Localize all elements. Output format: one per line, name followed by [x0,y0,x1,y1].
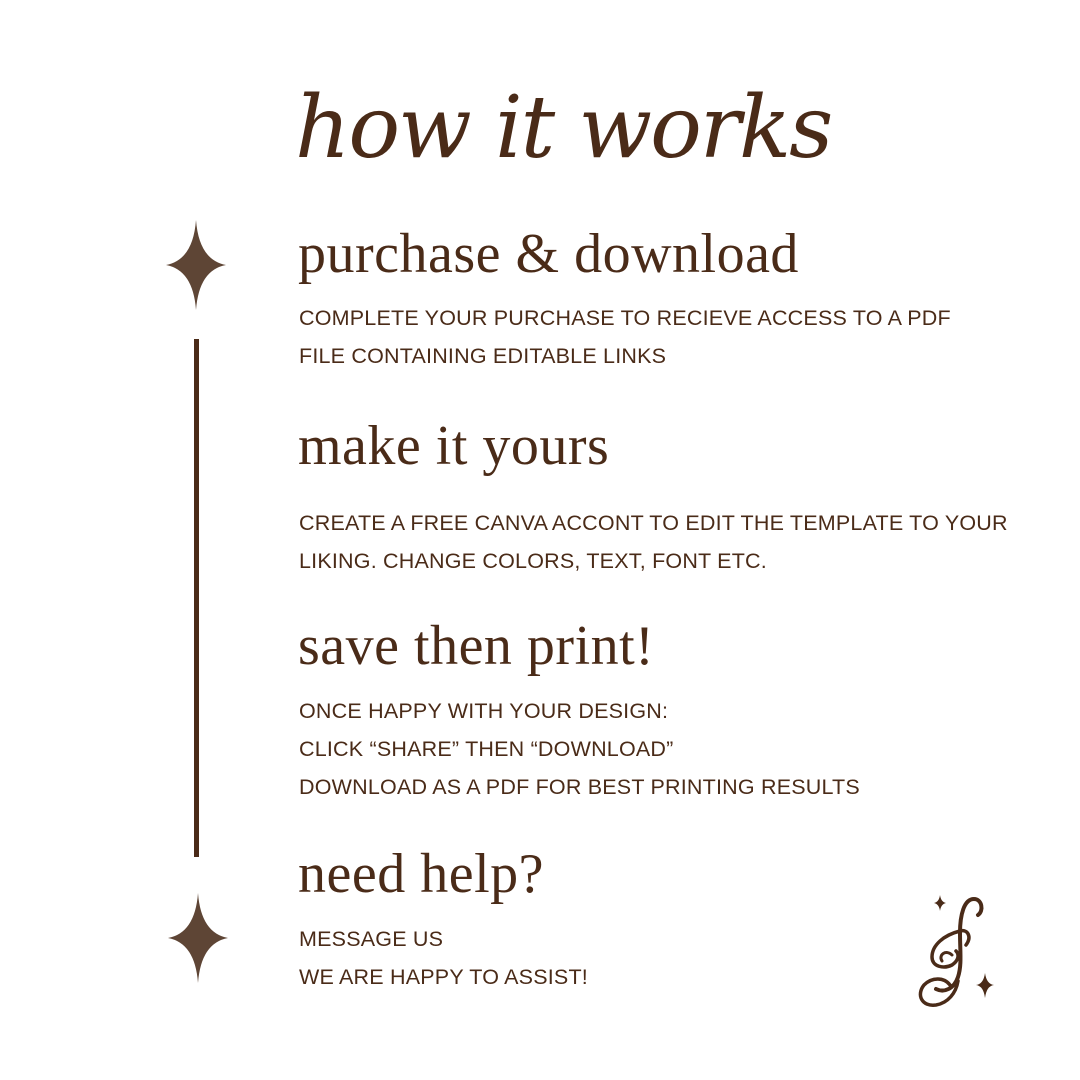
section-text-need-help [299,920,588,996]
section-heading-make-it-yours: make it yours [298,415,610,477]
text-line: ONCE HAPPY WITH YOUR DESIGN: [299,699,669,723]
text-line: FILE CONTAINING EDITABLE LINKS [299,344,667,368]
section-text-make-it-yours [299,504,1008,580]
sparkle-icon [166,220,226,310]
page-title: how it works [295,78,832,178]
monogram-ss-icon [900,885,1010,1015]
monogram-logo [900,885,1010,1015]
timeline-divider [194,339,199,857]
text-line: DOWNLOAD AS A PDF FOR BEST PRINTING RESULTS [299,775,860,799]
text-line: CLICK “SHARE” THEN “DOWNLOAD” [299,737,674,761]
text-line: WE ARE HAPPY TO ASSIST! [299,965,588,989]
text-line: COMPLETE YOUR PURCHASE TO RECIEVE ACCESS TO A PDF [299,306,951,330]
section-heading-purchase: purchase & download [298,223,799,285]
text-line: LIKING. CHANGE COLORS, TEXT, FONT ETC. [299,549,767,573]
sparkle-icon [168,893,228,983]
section-heading-save-print: save then print! [298,615,655,677]
text-line: MESSAGE US [299,927,444,951]
section-text-purchase [299,299,951,375]
section-heading-need-help: need help? [298,843,544,905]
section-text-save-print [299,692,860,806]
text-line: CREATE A FREE CANVA ACCONT TO EDIT THE TEMPLATE TO YOUR [299,511,1008,535]
